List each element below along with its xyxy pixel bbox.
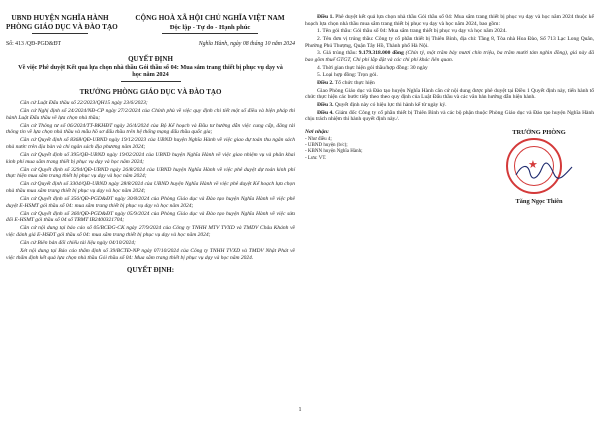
seal-star-icon: ★ xyxy=(528,158,538,171)
article-4-text: Giám đốc Công ty cổ phần thiết bị Thiên Bình và các bộ phận thuộc Phòng Giáo dục và Đào tạo huyện Nghĩa Hành chịu trách nhiệm thi hành quyết định này./. xyxy=(305,109,594,123)
preamble-item: Căn cứ Biên bản đối chiếu tài liệu ngày 04/10/2024; xyxy=(20,240,136,247)
issuing-authority xyxy=(6,14,118,34)
article-1 xyxy=(305,14,594,27)
preamble-item: Căn cứ Quyết định số 395/QĐ-UBND ngày 19/02/2024 của UBND huyện Nghĩa Hành về việc giao nhiệm vụ và phân khai kinh phí mua sắm trang thiết bị phục vụ dạy và học năm 2024; xyxy=(6,152,295,165)
national-motto xyxy=(125,14,295,34)
article-3 xyxy=(305,102,594,109)
article-2 xyxy=(305,80,594,87)
recipient-item: - KBNN huyện Nghĩa Hành; xyxy=(305,149,363,155)
signer-name: Tăng Ngọc Thiên xyxy=(515,197,563,205)
article-1-item-2: 2. Tên đơn vị trúng thầu: Công ty cổ phần thiết bị Thiên Bình, địa chỉ: Tầng 8, Tòa nhà Hoa Đào, Số 713 Lạc Long Quân, Phường Phú Thượng, Quận Tây Hồ, Thành phố Hà Nội. xyxy=(305,36,594,49)
authority-title: TRƯỞNG PHÒNG GIÁO DỤC VÀ ĐÀO TẠO xyxy=(79,87,222,96)
article-1-text: Phê duyệt kết quả lựa chọn nhà thầu Gói thầu số 04: Mua sắm trang thiết bị phục vụ dạy và học năm 2024 thuộc kế hoạch lựa chọn nhà thầu mua sắm trang thiết bị phục vụ dạy và học năm 2024, bao gồm: xyxy=(305,14,594,27)
national-line-2: Độc lập - Tự do - Hạnh phúc xyxy=(169,24,251,31)
preamble-item: Căn cứ Quyết định số 3304/QĐ-UBND ngày 28/8/2024 của UBND huyện Nghĩa Hành về việc phê duyệt Kế hoạch lựa chọn nhà thầu mua sắm trang thiết bị phục vụ dạy và học năm 2024; xyxy=(6,181,295,194)
article-2-label: Điều 2. xyxy=(317,80,334,87)
subject-underline xyxy=(121,81,181,82)
article-3-label: Điều 3. xyxy=(317,102,334,109)
decides-heading: QUYẾT ĐỊNH: xyxy=(126,266,175,275)
preamble-item: Căn cứ Quyết định số 3294/QĐ-UBND ngày 26/8/2024 của UBND huyện Nghĩa Hành về việc phê duyệt dự toán kinh phí thực hiện mua sắm trang thiết bị phục vụ dạy và học năm 2024; xyxy=(6,166,295,180)
recipient-item: - Lưu: VT. xyxy=(305,155,327,161)
bid-price-value: 9.179.318.000 đồng xyxy=(358,50,404,57)
article-3-text: Quyết định này có hiệu lực thi hành kể từ ngày ký. xyxy=(334,102,447,109)
recipient-item: - UBND huyện (b/c); xyxy=(305,143,348,149)
bid-price-label: 3. Giá trúng thầu: xyxy=(317,50,358,57)
decision-title: QUYẾT ĐỊNH xyxy=(128,55,173,63)
stamp-area xyxy=(484,136,594,198)
signer-role: TRƯỞNG PHÒNG xyxy=(512,128,566,136)
preamble-item: Căn cứ Thông tư số 06/2024/TT-BKHĐT ngày 26/4/2024 của Bộ Kế hoạch và Đầu tư hướng dẫn việc cung cấp, đăng tải thông tin về lựa chọn nhà thầu và mẫu hồ sơ đấu thầu trên hệ thống mạng đấu thầu quốc gia; xyxy=(6,122,295,136)
org-line-2: PHÒNG GIÁO DỤC VÀ ĐÀO TẠO xyxy=(6,23,118,31)
org-line-1: UBND HUYỆN NGHĨA HÀNH xyxy=(11,14,109,22)
right-column xyxy=(305,14,594,205)
left-column xyxy=(6,14,295,274)
decision-subject: Về việc Phê duyệt Kết quả lựa chọn nhà thầu Gói thầu số 04: Mua sắm trang thiết bị phục vụ dạy và học năm 2024 xyxy=(18,64,283,79)
article-1-item-5: 5. Loại hợp đồng: Trọn gói. xyxy=(317,72,378,79)
article-4-label: Điều 4. xyxy=(317,109,334,116)
preamble-item: Căn cứ Quyết định số 360/QĐ-PGD&ĐT ngày 05/9/2024 của Phòng Giáo dục và Đào tạo huyện Nghĩa Hành về việc sửa đổi E-HSMT gói thầu số 04 số TBMT IB2400321704; xyxy=(6,210,295,224)
org-underline xyxy=(32,33,88,34)
signature-block xyxy=(484,129,594,205)
preamble-item: Căn cứ Luật Đấu thầu số 22/2023/QH15 ngày 23/6/2023; xyxy=(20,99,148,106)
article-2-text: Giao Phòng Giáo dục và Đào tạo huyện Nghĩa Hành căn cứ nội dung được phê duyệt tại Điều 1 Quyết định này, tiến hành tổ chức thực hiện các bước tiếp theo theo quy định của Luật Đấu thầu và các văn bản hướng dẫn hiện hành. xyxy=(305,87,594,101)
article-1-label: Điều 1. xyxy=(317,14,334,20)
document-meta xyxy=(6,41,295,48)
preamble xyxy=(6,100,295,262)
bid-price-words: (Chín tỷ, một trăm bảy mươi chín triệu, ba trăm mười tám nghìn đồng), giá này đã bao gồm thuế GTGT, Chi phí lắp đặt và các chi phí khác liên quan. xyxy=(305,50,594,63)
recipients-block xyxy=(305,129,425,205)
document-header xyxy=(6,14,295,34)
recipient-item: - Như điều 4; xyxy=(305,136,332,142)
motto-underline xyxy=(162,33,258,34)
national-line-1: CỘNG HOÀ XÃ HỘI CHỦ NGHĨA VIỆT NAM xyxy=(135,14,285,22)
recipients-label: Nơi nhận: xyxy=(305,128,329,135)
preamble-item: Căn cứ Nghị định số 24/2024/NĐ-CP ngày 27/2/2024 của Chính phủ về việc quy định chi tiết một số điều và biện pháp thi hành Luật Đấu thầu về lựa chọn nhà thầu; xyxy=(6,107,295,121)
preamble-item: Căn cứ Quyết định số 356/QĐ-PGD&ĐT ngày 30/8/2024 của Phòng Giáo dục và Đào tạo huyện Nghĩa Hành về việc phê duyệt E-HSMT gói thầu số 04: mua sắm trang thiết bị phục vụ dạy và học năm 2024; xyxy=(6,196,295,209)
article-1-item-4: 4. Thời gian thực hiện gói thầu/hợp đồng: 30 ngày xyxy=(317,64,428,71)
article-4 xyxy=(305,110,594,123)
article-1-item-1: 1. Tên gói thầu: Gói thầu số 04: Mua sắm trang thiết bị phục vụ dạy và học năm 2024. xyxy=(317,28,507,35)
article-2-heading: Tổ chức thực hiện xyxy=(334,80,375,87)
place-date: Nghĩa Hành, ngày 08 tháng 10 năm 2024 xyxy=(198,41,295,47)
handwritten-signature xyxy=(514,162,574,180)
document-footer xyxy=(305,129,594,205)
article-1-item-3 xyxy=(305,50,594,63)
preamble-item: Căn cứ Quyết định số 8368/QĐ-UBND ngày 19/12/2023 của UBND huyện Nghĩa Hành về việc giao dự toán thu ngân sách nhà nước trên địa bàn và chi ngân sách địa phương năm 2024; xyxy=(6,137,295,150)
document-number: Số: 413 /QĐ-PGD&ĐT xyxy=(6,41,62,47)
preamble-item: Xét nội dung tại Báo cáo thẩm định số 39/BCTĐ-NP ngày 07/10/2024 của Công ty TNHH TVXD và TMDV Nhật Phát về việc thẩm định kết quả lựa chọn nhà thầu Gói thầu số 04: Mua sắm trang thiết bị phục vụ dạy và học năm 2024. xyxy=(6,248,295,261)
page-number: 1 xyxy=(298,407,302,413)
preamble-item: Căn cứ nội dung tại báo cáo số 05/BCĐG-CK ngày 27/9/2024 của Công ty TNHH MTV TVXD và TMDV Châu Khánh về việc đánh giá E-HSĐT gói thầu số 04: mua sắm trang thiết bị phục vụ dạy và học năm 2024; xyxy=(6,225,295,238)
